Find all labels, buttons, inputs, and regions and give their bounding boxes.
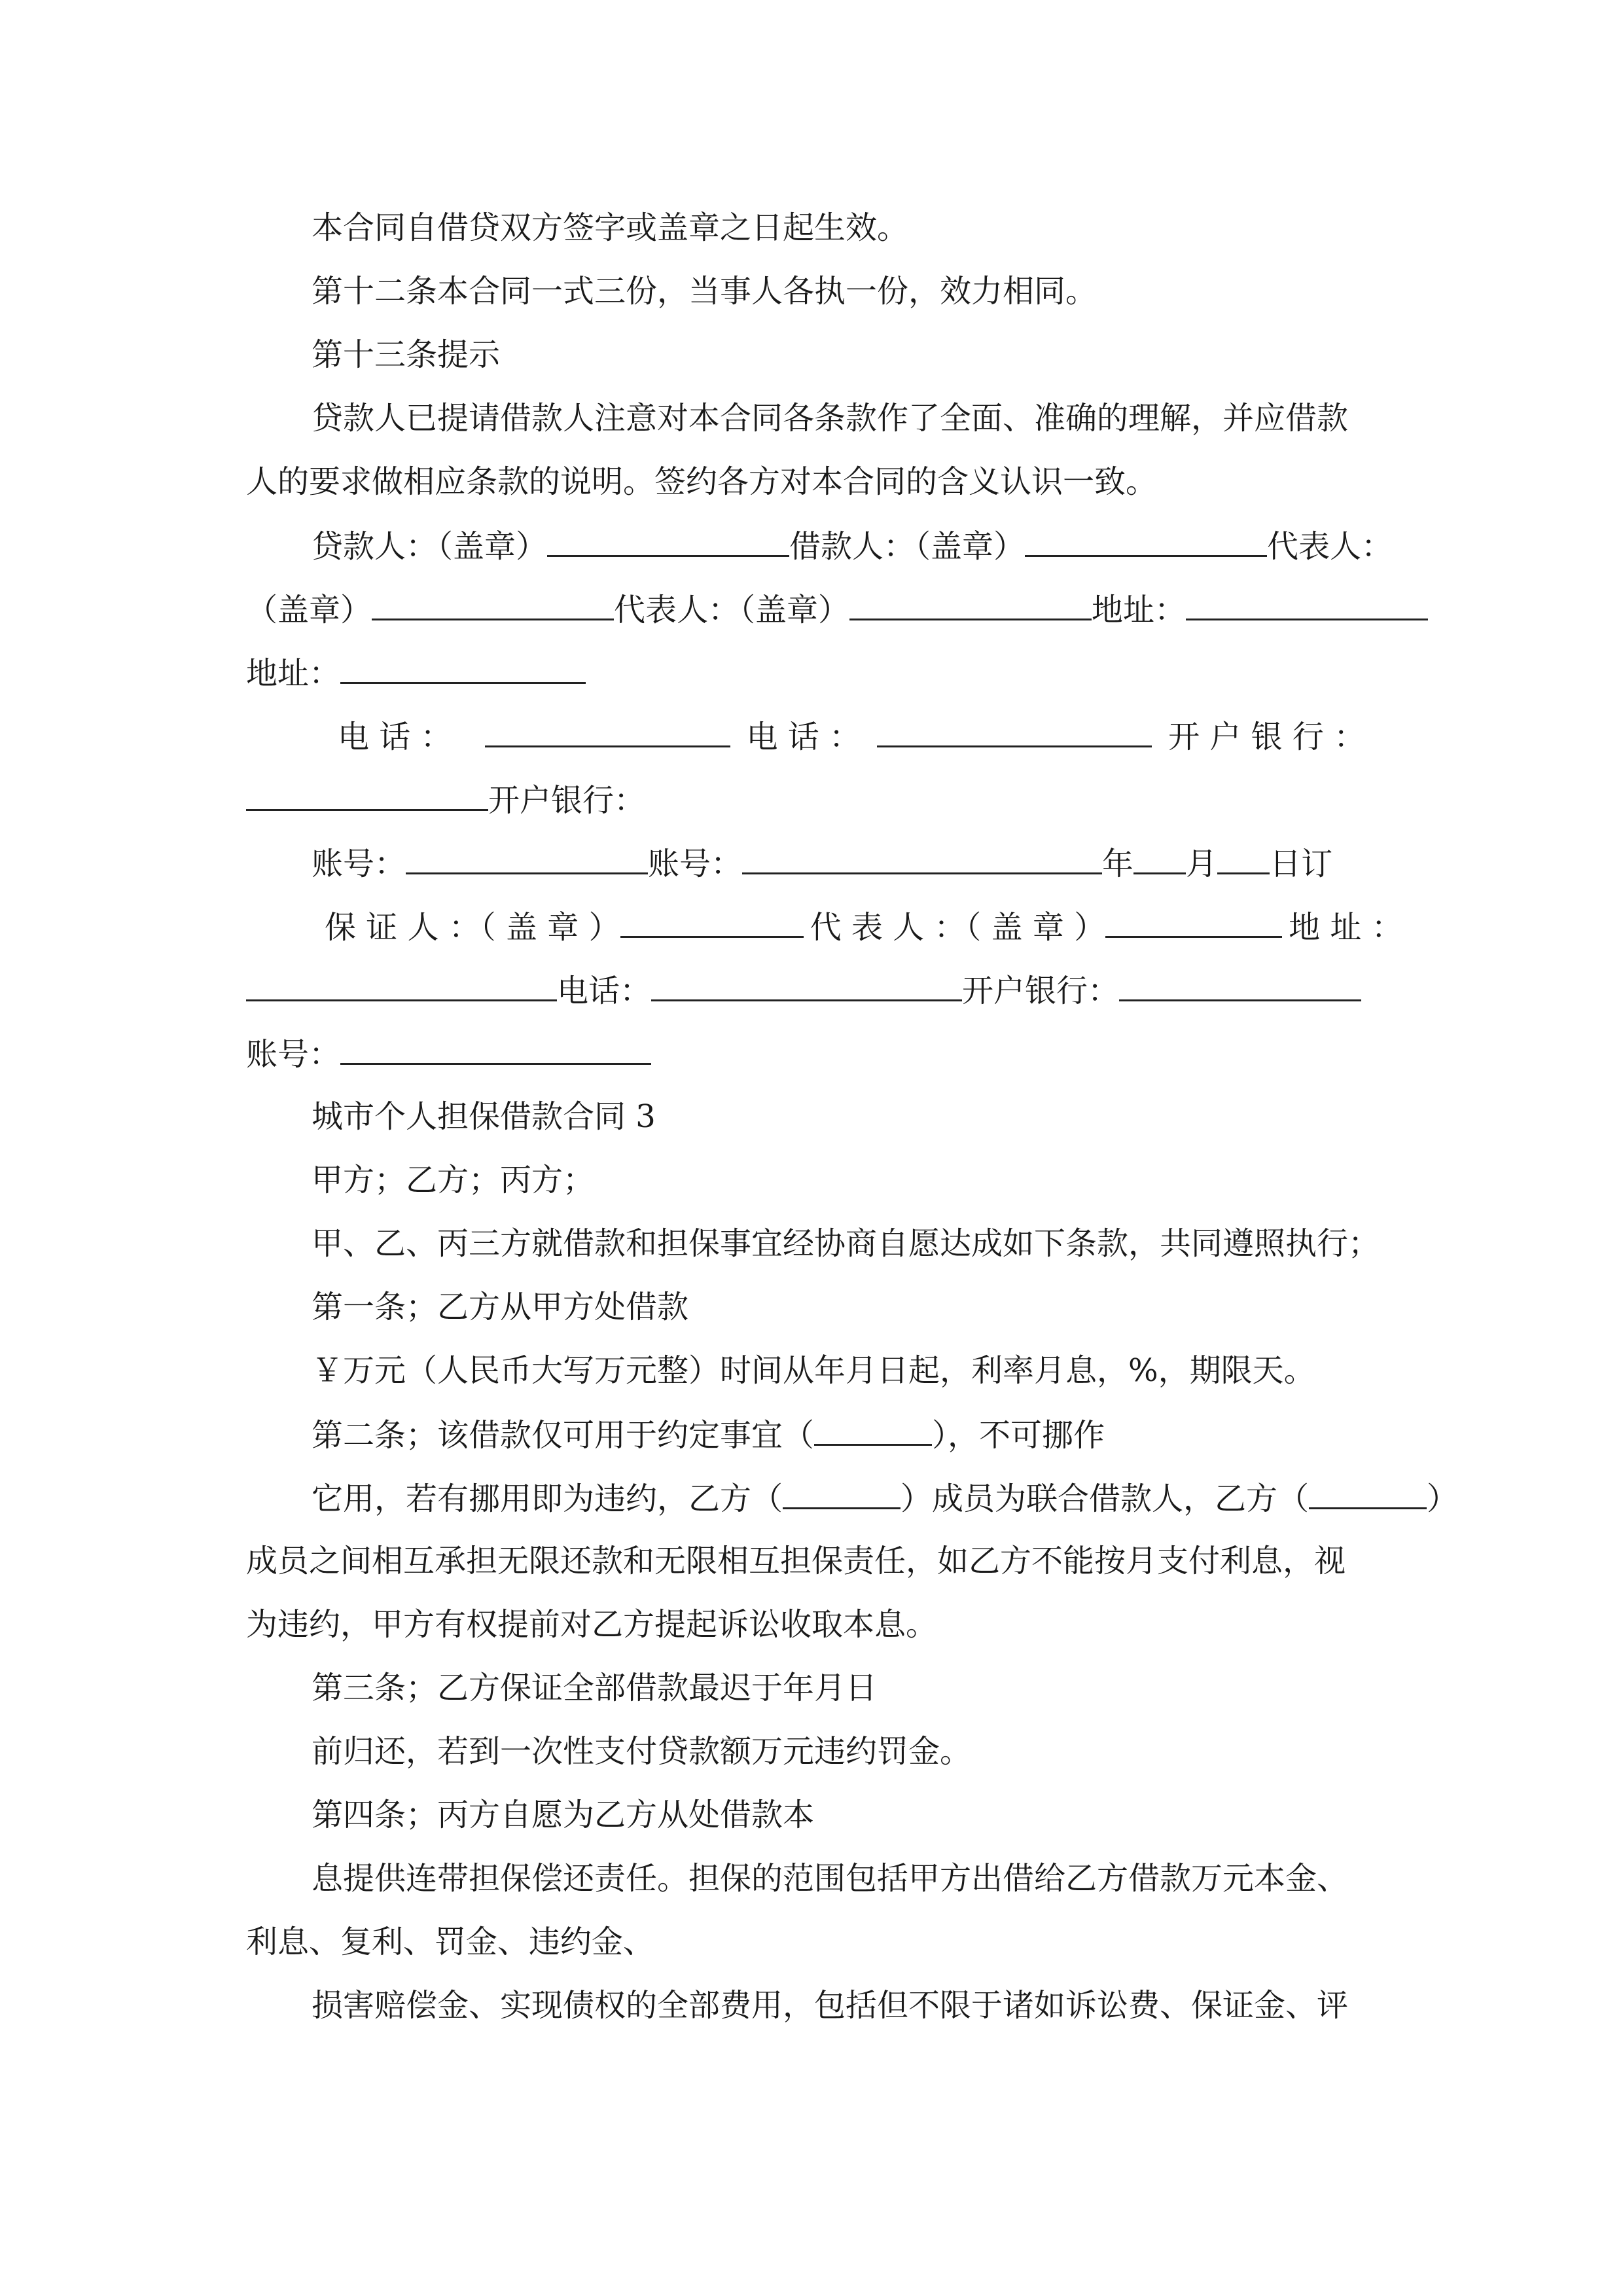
article-2-text-line1: 它用，若有挪用即为违约，乙方（ ）成员为联合借款人，乙方（ ）: [312, 1475, 1385, 1520]
article-2-text-line2: 成员之间相互承担无限还款和无限相互担保责任，如乙方不能按月支付利息，视: [246, 1543, 1346, 1579]
phone-label-3: 电话：: [557, 973, 652, 1009]
representative-label: 代表人：: [1267, 528, 1393, 565]
signature-guarantor-row: [325, 903, 1403, 949]
account-blank: [406, 840, 648, 874]
signature-address-row: [246, 649, 1385, 695]
article-13-heading: 第十三条提示: [312, 336, 501, 373]
signature-bank-row: [246, 776, 1385, 822]
signature-seal-row: [246, 586, 1385, 632]
member-blank-1: [783, 1475, 901, 1509]
signature-guarantor-contact-row: [246, 967, 1385, 1013]
phone-blank: [485, 713, 730, 747]
article-1-heading: 第一条；乙方从甲方处借款: [312, 1289, 689, 1325]
guarantor-address-blank: [246, 967, 557, 1001]
lender-label: 贷款人：（盖章）: [312, 528, 548, 565]
bank-blank-3: [1119, 967, 1361, 1001]
bank-label-3: 开户银行：: [962, 973, 1120, 1009]
representative-blank: [849, 586, 1092, 620]
contract-title: 城市个人担保借款合同 3: [312, 1098, 656, 1135]
day-signed-label: 日订: [1270, 846, 1333, 882]
address-blank: [1186, 586, 1428, 620]
bank-label-2: 开户银行：: [488, 782, 646, 819]
contract-intro: 甲、乙、丙三方就借款和担保事宜经协商自愿达成如下条款，共同遵照执行；: [312, 1225, 1380, 1262]
account-label-3: 账号：: [246, 1036, 341, 1073]
account-label-2: 账号：: [648, 846, 743, 882]
article-2-heading: 第二条；该借款仅可用于约定事宜（ ），不可挪作: [312, 1411, 1385, 1457]
address-blank-2: [340, 649, 586, 684]
contract-parties: 甲方；乙方；丙方；: [312, 1162, 595, 1198]
signature-account-row: [312, 840, 1385, 886]
bank-label: 开 户 银 行 ：: [1168, 719, 1366, 755]
seal-label: （盖章）: [246, 592, 372, 628]
member-blank-2: [1309, 1475, 1427, 1509]
month-label: 月: [1186, 846, 1218, 882]
article-2-text-line3: 为违约，甲方有权提前对乙方提起诉讼收取本息。: [246, 1606, 938, 1643]
purpose-blank: [814, 1411, 932, 1446]
borrower-blank: [1025, 522, 1267, 557]
guarantor-blank: [620, 903, 804, 938]
article-12: 第十二条本合同一式三份，当事人各执一份，效力相同。: [312, 273, 1097, 310]
article-13-text-line2: 人的要求做相应条款的说明。签约各方对本合同的含义认识一致。: [246, 463, 1158, 500]
paragraph-effective: 本合同自借贷双方签字或盖章之日起生效。: [312, 209, 909, 246]
bank-blank: [246, 776, 488, 811]
address-label-3: 地 址 ：: [1289, 909, 1403, 946]
phone-label-2: 电 话 ：: [746, 719, 861, 755]
address-label: 地址：: [1092, 592, 1186, 628]
address-label-2: 地址：: [246, 655, 341, 692]
signature-phone-row: [338, 713, 1365, 759]
account-blank-3: [340, 1030, 651, 1065]
lender-blank: [547, 522, 789, 557]
month-blank: [1133, 840, 1186, 874]
representative-blank-3: [1105, 903, 1282, 938]
day-blank: [1217, 840, 1270, 874]
article-1-text: ￥万元（人民币大写万元整）时间从年月日起，利率月息，%，期限天。: [312, 1352, 1315, 1389]
phone-label: 电 话 ：: [338, 719, 452, 755]
article-4-heading: 第四条；丙方自愿为乙方从处借款本: [312, 1797, 815, 1833]
representative-seal-label: 代表人：（盖章）: [614, 592, 850, 628]
signature-guarantor-account-row: [246, 1030, 1385, 1076]
article-4-text-line3: 损害赔偿金、实现债权的全部费用，包括但不限于诸如诉讼费、保证金、评: [312, 1987, 1349, 2024]
account-blank-2: [742, 840, 1102, 874]
guarantor-label: 保 证 人 ：（ 盖 章 ）: [325, 909, 620, 946]
article-4-text-line2: 利息、复利、罚金、违约金、: [246, 1924, 655, 1960]
phone-blank-2: [877, 713, 1152, 747]
article-13-text-line1: 贷款人已提请借款人注意对本合同各条款作了全面、准确的理解，并应借款: [312, 400, 1349, 437]
representative-label-3: 代 表 人 ：（ 盖 章 ）: [810, 909, 1106, 946]
borrower-label: 借款人：（盖章）: [789, 528, 1026, 565]
article-4-text-line1: 息提供连带担保偿还责任。担保的范围包括甲方出借给乙方借款万元本金、: [312, 1860, 1349, 1897]
seal-blank: [372, 586, 614, 620]
signature-lender-row: [312, 522, 1393, 568]
phone-blank-3: [651, 967, 962, 1001]
article-3-heading: 第三条；乙方保证全部借款最迟于年月日: [312, 1670, 878, 1706]
article-3-text: 前归还，若到一次性支付贷款额万元违约罚金。: [312, 1733, 972, 1770]
account-label: 账号：: [312, 846, 406, 882]
year-label: 年: [1102, 846, 1134, 882]
